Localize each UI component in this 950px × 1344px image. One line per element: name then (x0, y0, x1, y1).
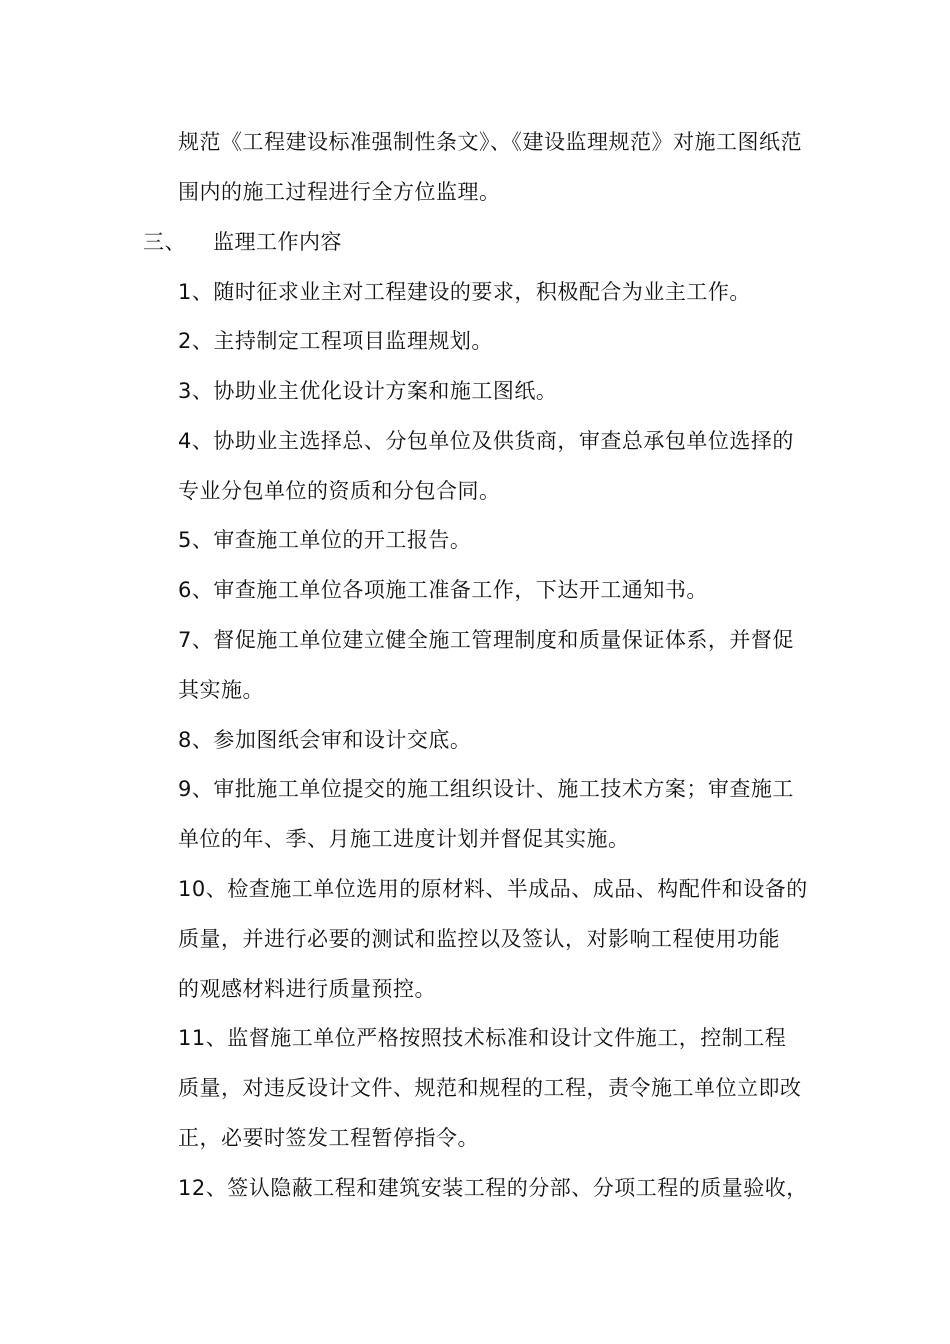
list-item-10-cont-1: 质量，并进行必要的测试和监控以及签认，对影响工程使用功能 (178, 927, 780, 951)
list-item-2: 2、主持制定工程项目监理规划。 (178, 329, 493, 353)
list-item-4: 4、协助业主选择总、分包单位及供货商，审查总承包单位选择的 (178, 429, 794, 453)
list-item-1: 1、随时征求业主对工程建设的要求，积极配合为业主工作。 (178, 280, 751, 304)
list-item-11-cont-1: 质量，对违反设计文件、规范和规程的工程，责令施工单位立即改 (178, 1076, 802, 1100)
list-item-7-cont: 其实施。 (178, 678, 264, 702)
list-item-10-cont-2: 的观感材料进行质量预控。 (178, 977, 436, 1001)
list-item-12: 12、签认隐蔽工程和建筑安装工程的分部、分项工程的质量验收， (178, 1176, 808, 1200)
list-item-11: 11、监督施工单位严格按照技术标准和设计文件施工，控制工程 (178, 1026, 787, 1050)
list-item-10: 10、检查施工单位选用的原材料、半成品、成品、构配件和设备的 (178, 877, 808, 901)
section-title: 监理工作内容 (213, 230, 342, 254)
list-item-5: 5、审查施工单位的开工报告。 (178, 528, 472, 552)
list-item-9-cont: 单位的年、季、月施工进度计划并督促其实施。 (178, 827, 630, 851)
list-item-11-cont-2: 正，必要时签发工程暂停指令。 (178, 1126, 479, 1150)
list-item-6: 6、审查施工单位各项施工准备工作，下达开工通知书。 (178, 578, 708, 602)
list-item-9: 9、审批施工单位提交的施工组织设计、施工技术方案；审查施工 (178, 777, 794, 801)
list-item-3: 3、协助业主优化设计方案和施工图纸。 (178, 379, 558, 403)
list-item-4-cont: 专业分包单位的资质和分包合同。 (178, 479, 501, 503)
list-item-7: 7、督促施工单位建立健全施工管理制度和质量保证体系，并督促 (178, 628, 794, 652)
intro-line-1: 规范《工程建设标准强制性条文》、《建设监理规范》对施工图纸范 (178, 130, 802, 154)
section-number: 三、 (143, 230, 186, 254)
list-item-8: 8、参加图纸会审和设计交底。 (178, 728, 472, 752)
intro-line-2: 围内的施工过程进行全方位监理。 (178, 180, 501, 204)
